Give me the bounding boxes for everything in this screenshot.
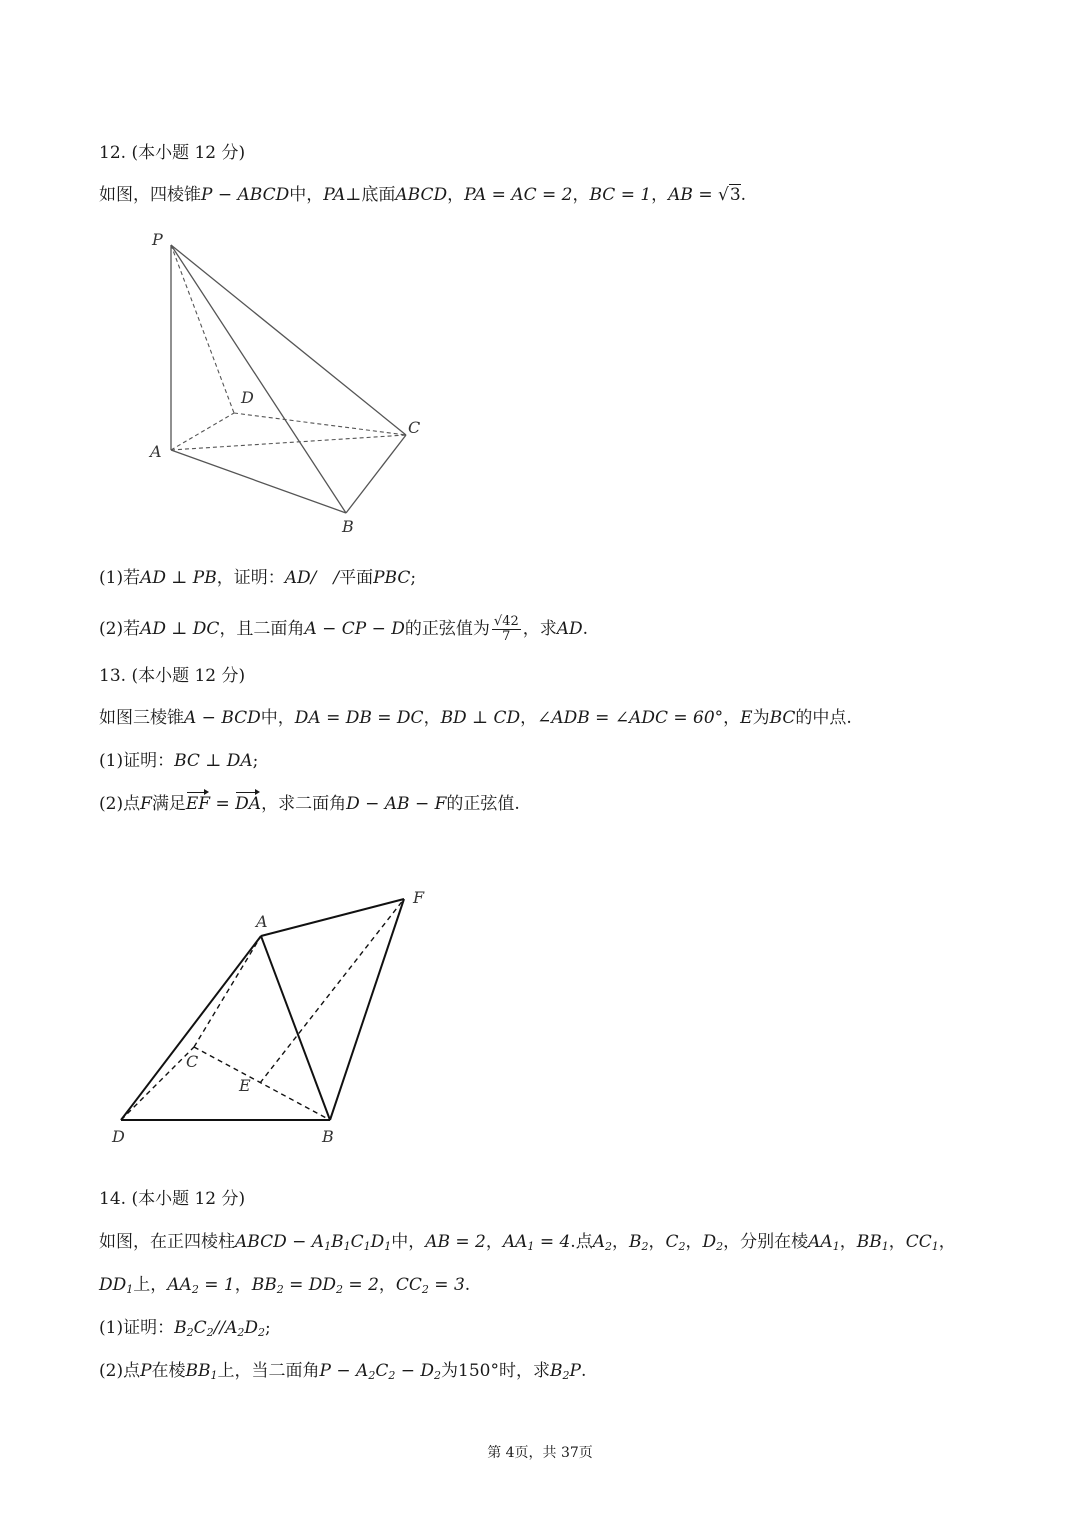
label-f: F bbox=[413, 888, 425, 907]
problem-13-question-2: (2)点F满足EF = DA，求二面角D − AB − F的正弦值. bbox=[99, 794, 520, 814]
problem-14-question-1: (1)证明：$B_2C_2//A_2D_2$; bbox=[99, 1318, 271, 1339]
label-b: B bbox=[342, 517, 354, 536]
label-c: C bbox=[408, 418, 421, 437]
label-e: E bbox=[239, 1076, 251, 1095]
problem-14-question-2: (2)点P在棱$BB_1$上，当二面角$P - A_2C_2 - D_2$为150°时，求$B_2P$. bbox=[99, 1361, 587, 1382]
label-p: P bbox=[152, 230, 163, 249]
pyramid-figure-12 bbox=[140, 225, 440, 540]
problem-13-heading: 13. (本小题 12 分) bbox=[99, 666, 246, 686]
tetrahedron-figure-13 bbox=[100, 880, 440, 1155]
problem-14-heading: 14. (本小题 12 分) bbox=[99, 1189, 246, 1209]
problem-14-stem-line-2: $DD_1$上，$AA_2 = 1$，$BB_2 = DD_2 = 2$，$CC_2 = 3$. bbox=[99, 1275, 471, 1296]
page-footer: 第 4页，共 37页 bbox=[487, 1445, 593, 1461]
label-c: C bbox=[186, 1052, 199, 1071]
problem-12-stem: 如图，四棱锥P − ABCD中，PA⊥底面ABCD，PA = AC = 2，BC = 1，AB = √3. bbox=[99, 185, 747, 205]
sine-value-fraction: $\frac{√42}{7}$ bbox=[493, 614, 519, 644]
problem-12-question-2: (2)若AD ⊥ DC，且二面角A − CP − D的正弦值为 $\frac{√42}{7}$ ，求AD. bbox=[99, 614, 589, 644]
label-d: D bbox=[241, 388, 254, 407]
problem-12-question-1: (1)若AD ⊥ PB，证明：AD/ /平面PBC; bbox=[99, 568, 417, 588]
problem-12-heading: 12. (本小题 12 分) bbox=[99, 143, 246, 163]
label-a: A bbox=[150, 442, 162, 461]
vector-da: DA bbox=[235, 794, 262, 814]
problem-14-stem-line-1: 如图，在正四棱柱ABCD − $A_1B_1C_1D_1$中，AB = 2，$AA_1 = 4$.点$A_2$，$B_2$，$C_2$，$D_2$，分别在棱$AA_1$，$BB_1$，$CC_1$， bbox=[99, 1232, 956, 1253]
label-d: D bbox=[112, 1127, 125, 1146]
problem-13-stem: 如图三棱锥A − BCD中，DA = DB = DC，BD ⊥ CD，∠ADB = ∠ADC = 60°，E为BC的中点. bbox=[99, 708, 852, 728]
label-a: A bbox=[256, 912, 268, 931]
problem-13-question-1: (1)证明：BC ⊥ DA; bbox=[99, 751, 259, 771]
label-b: B bbox=[322, 1127, 334, 1146]
vector-ef: EF bbox=[185, 794, 211, 814]
